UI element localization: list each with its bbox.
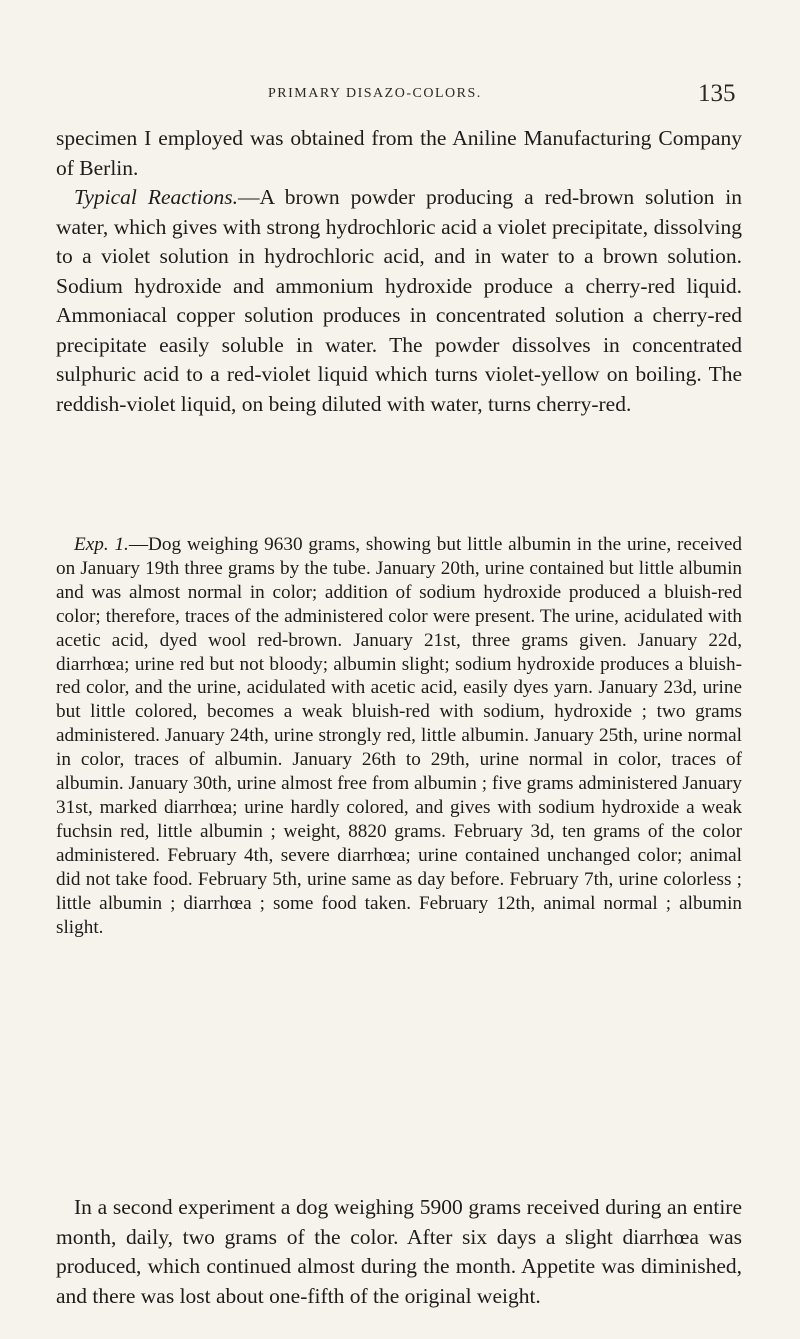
running-title: PRIMARY DISAZO-COLORS. xyxy=(268,86,482,101)
typical-reactions-label: Typical Reactions. xyxy=(74,185,238,209)
experiment-1-text: —Dog weighing 9630 grams, showing but little albumin in the urine, received on January 19th three grams by the tube. January 20th, urine contained but little albumin and was almost normal in color; addition of sodium hydroxide produced a bluish-red color; therefore, traces of the administered color were present. The urine, acidulated with acetic acid, dyed wool red-brown. January 21st, three grams given. January 22d, diarrhœa; urine red but not bloody; albumin slight; sodium hydroxide produces a bluish-red color, and the urine, acidulated with acetic acid, easily dyes yarn. January 23d, urine but little colored, becomes a weak bluish-red with sodium, hydroxide ; two grams administered. January 24th, urine strongly red, little albumin. January 25th, urine normal in color, traces of albumin. January 26th to 29th, urine normal in color, traces of albumin. January 30th, urine almost free from albumin ; five grams administered January 31st, marked diarrhœa; urine hardly colored, and gives with sodium hydroxide a weak fuchsin red, little albumin ; weight, 8820 grams. February 3d, ten grams of the color administered. February 4th, severe diarrhœa; urine contained unchanged color; animal did not take food. February 5th, urine same as day before. February 7th, urine colorless ; little albumin ; diarrhœa ; some food taken. February 12th, animal normal ; albumin slight. xyxy=(56,534,742,938)
experiment-1-label: Exp. 1. xyxy=(74,534,129,555)
reactions-paragraph xyxy=(56,124,742,419)
experiment-2-text: In a second experiment a dog weighing 5900 grams received during an entire month, daily, two grams of the color. After six days a slight diarrhœa was produced, which continued almost during the month. Appetite was diminished, and there was lost about one-fifth of the original weight. xyxy=(56,1195,742,1308)
experiment-2-paragraph xyxy=(56,1193,742,1311)
page-number: 135 xyxy=(698,80,736,107)
experiment-1-paragraph xyxy=(56,533,742,939)
continued-text: specimen I employed was obtained from the Aniline Manufacturing Company of Berlin. xyxy=(56,126,742,180)
typical-reactions-text: —A brown powder producing a red-brown solution in water, which gives with strong hydrochloric acid a violet precipitate, dissolving to a violet solution in hydrochloric acid, and in water to a brown solution. Sodium hydroxide and ammonium hydroxide produce a cherry-red liquid. Ammoniacal copper solution produces in concentrated solution a cherry-red precipitate easily soluble in water. The powder dissolves in concentrated sulphuric acid to a red-violet liquid which turns violet-yellow on boiling. The reddish-violet liquid, on being diluted with water, turns cherry-red. xyxy=(56,185,742,416)
